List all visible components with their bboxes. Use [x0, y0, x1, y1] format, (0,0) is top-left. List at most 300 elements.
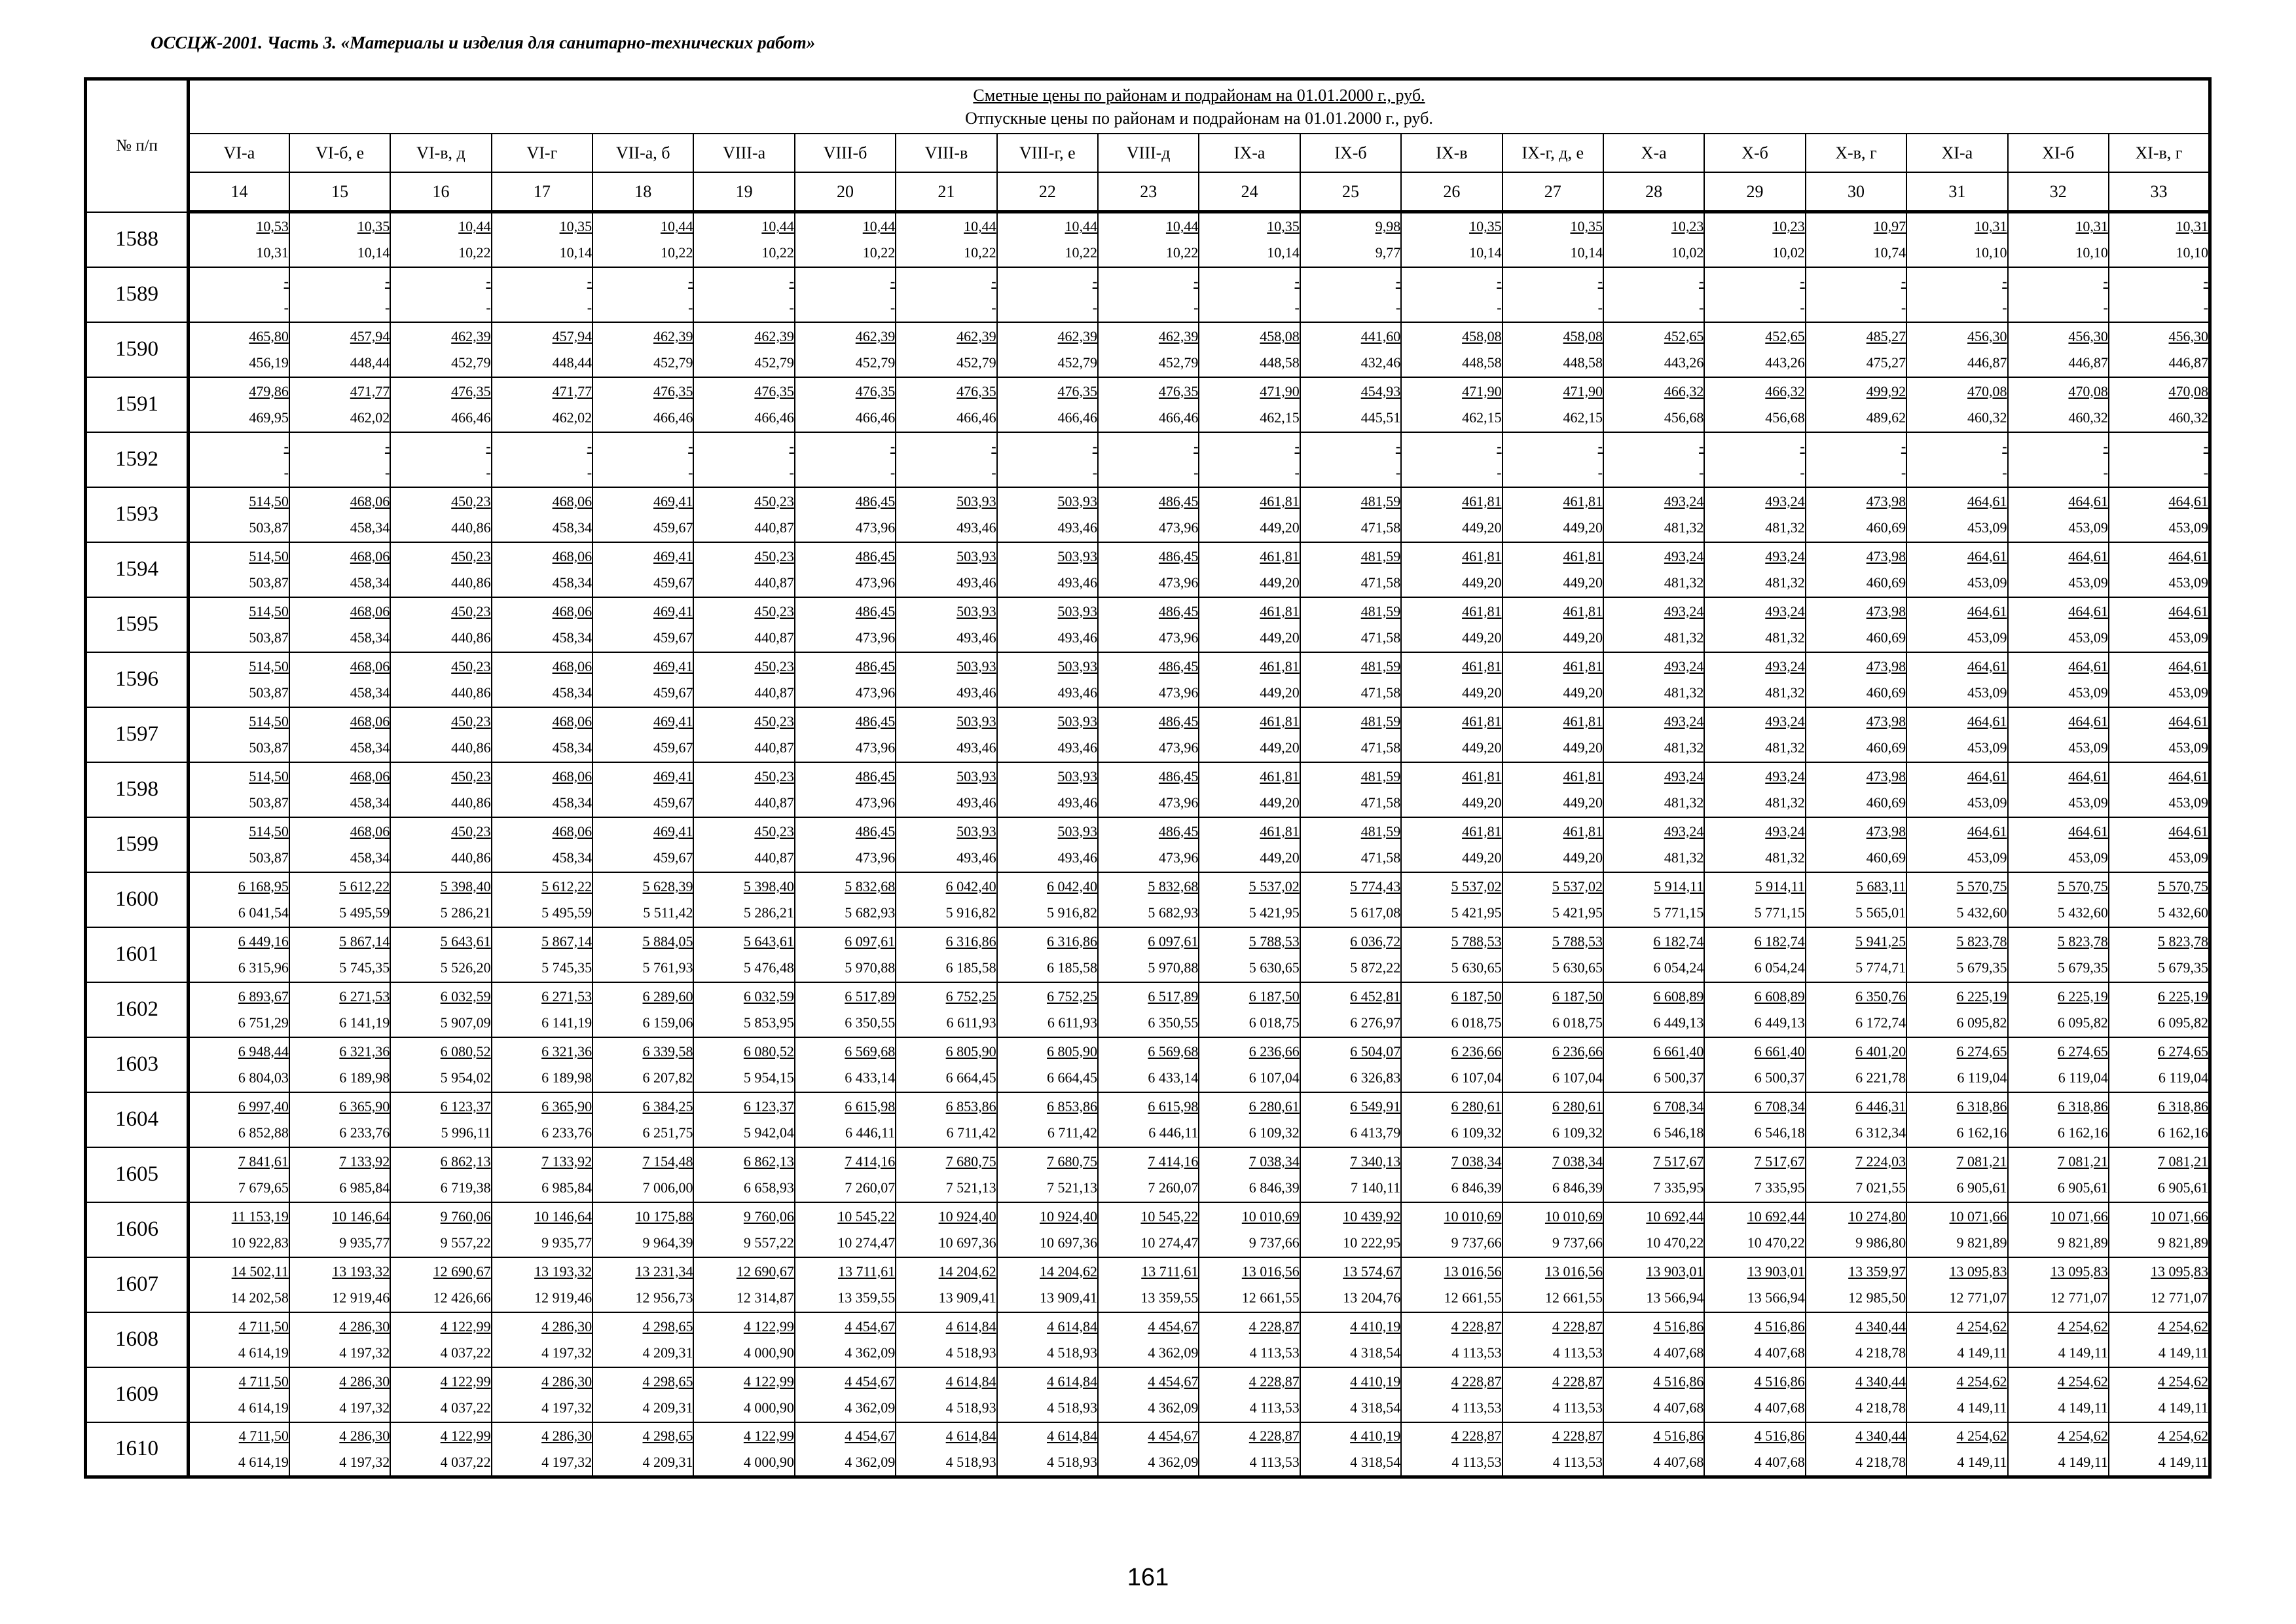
estimated-price: 462,39: [855, 327, 896, 344]
district-header: VI-в, д: [390, 134, 491, 172]
release-price: 469,95: [249, 409, 289, 426]
release-price: 481,32: [1664, 794, 1704, 811]
release-price: 489,62: [1866, 409, 1906, 426]
release-price: 4 518,93: [1047, 1344, 1098, 1361]
estimated-price: 469,41: [653, 822, 693, 840]
estimated-prices-title: Сметные цены по районам и подрайонам на 01.01.2000 г., руб.: [973, 86, 1425, 105]
price-cell: [390, 927, 491, 982]
price-table: [84, 77, 2212, 1479]
estimated-price: 10 146,64: [332, 1208, 390, 1225]
estimated-price: 486,45: [855, 822, 896, 840]
release-price: 9 821,89: [2057, 1234, 2108, 1251]
estimated-price: 476,35: [653, 382, 693, 399]
estimated-price: 468,06: [350, 492, 390, 509]
release-price: 4 149,11: [2058, 1399, 2108, 1416]
price-cell: [2109, 652, 2210, 707]
estimated-price: 6 893,67: [238, 987, 289, 1005]
estimated-price: 7 081,21: [2158, 1153, 2208, 1170]
release-price: 459,67: [653, 739, 693, 756]
estimated-price: 6 318,86: [1956, 1098, 2007, 1115]
estimated-price: -: [1901, 272, 1906, 289]
estimated-price: 4 286,30: [339, 1318, 390, 1335]
table-row: [86, 762, 2210, 817]
price-cell: [2109, 1422, 2210, 1477]
release-price: 14 202,58: [230, 1289, 289, 1306]
price-cell: [289, 982, 390, 1037]
release-price: 452,79: [855, 354, 896, 371]
release-price: 13 909,41: [1040, 1289, 1098, 1306]
release-price: 9 986,80: [1855, 1234, 1906, 1251]
estimated-price: 499,92: [1866, 382, 1906, 399]
estimated-price: 5 612,22: [541, 877, 592, 895]
release-price: 7 260,07: [1148, 1179, 1199, 1196]
release-price: 6 326,83: [1350, 1069, 1401, 1086]
price-cell: [1906, 432, 2007, 487]
estimated-price: 7 038,34: [1552, 1153, 1603, 1170]
price-cell: [289, 1367, 390, 1422]
release-price: 493,46: [957, 849, 996, 866]
price-cell: [693, 1422, 794, 1477]
price-cell: [1098, 377, 1199, 432]
price-cell: [1199, 377, 1300, 432]
price-cell: [1199, 1257, 1300, 1312]
release-price: 6 141,19: [541, 1014, 592, 1031]
estimated-price: 4 122,99: [440, 1427, 491, 1444]
release-price: 4 197,32: [339, 1453, 390, 1470]
price-cell: [1503, 1422, 1603, 1477]
price-cell: [592, 1092, 693, 1147]
estimated-price: 13 574,67: [1343, 1263, 1401, 1280]
price-cell: [189, 817, 289, 872]
release-price: 440,86: [451, 519, 491, 536]
price-cell: [1098, 432, 1199, 487]
price-cell: [1503, 212, 1603, 267]
price-cell: [1199, 1147, 1300, 1202]
price-cell: [492, 1312, 592, 1367]
price-cell: [1704, 1092, 1805, 1147]
price-cell: [1906, 652, 2007, 707]
row-number: 1597: [86, 707, 189, 762]
estimated-price: 4 254,62: [1956, 1427, 2007, 1444]
release-price: 448,58: [1260, 354, 1300, 371]
column-number: 17: [492, 172, 592, 212]
estimated-price: 4 228,87: [1248, 1318, 1300, 1335]
price-cell: [1906, 817, 2007, 872]
release-price: 4 614,19: [238, 1344, 289, 1361]
estimated-price: 10,44: [761, 218, 794, 235]
estimated-price: 481,59: [1360, 492, 1401, 509]
row-number-header: № п/п: [86, 79, 189, 212]
estimated-price: 464,61: [1967, 712, 2007, 729]
price-cell: [1806, 707, 1906, 762]
price-cell: [1906, 707, 2007, 762]
estimated-price: 464,61: [1967, 492, 2007, 509]
estimated-price: 10,23: [1671, 218, 1704, 235]
release-price: 6 664,45: [945, 1069, 996, 1086]
price-cell: [1906, 1202, 2007, 1257]
estimated-price: 4 454,67: [1148, 1373, 1199, 1390]
estimated-price: -: [283, 272, 289, 289]
estimated-price: 9,98: [1375, 218, 1401, 235]
estimated-price: 10,44: [862, 218, 896, 235]
price-cell: [1603, 1037, 1704, 1092]
district-header-row: [86, 134, 2210, 172]
estimated-price: 4 711,50: [238, 1373, 289, 1390]
price-cell: [997, 1312, 1098, 1367]
price-cell: [189, 322, 289, 377]
price-cell: [1300, 1257, 1401, 1312]
release-price: 5 682,93: [845, 904, 896, 921]
release-price: 462,15: [1462, 409, 1502, 426]
price-cell: [289, 322, 390, 377]
price-cell: [390, 707, 491, 762]
estimated-price: 5 612,22: [339, 877, 390, 895]
estimated-price: 6 225,19: [2158, 987, 2208, 1005]
release-price: 5 771,15: [1653, 904, 1704, 921]
price-cell: [390, 377, 491, 432]
price-cell: [592, 707, 693, 762]
estimated-price: 4 614,84: [1047, 1373, 1098, 1390]
price-cell: [693, 267, 794, 322]
price-cell: [1906, 322, 2007, 377]
release-price: 6 159,06: [642, 1014, 693, 1031]
column-number: 24: [1199, 172, 1300, 212]
release-price: 471,58: [1360, 739, 1401, 756]
estimated-price: 6 708,34: [1653, 1098, 1704, 1115]
estimated-price: 6 384,25: [642, 1098, 693, 1115]
estimated-price: -: [1699, 437, 1704, 454]
estimated-price: 4 122,99: [743, 1318, 794, 1335]
release-price: 12 985,50: [1848, 1289, 1906, 1306]
release-price: 459,67: [653, 629, 693, 646]
estimated-price: 6 225,19: [2057, 987, 2108, 1005]
release-price: 473,96: [855, 629, 896, 646]
row-number: 1604: [86, 1092, 189, 1147]
release-price: 6 846,39: [1248, 1179, 1300, 1196]
release-price: 6 751,29: [238, 1014, 289, 1031]
estimated-price: 450,23: [754, 712, 794, 729]
price-cell: [1300, 762, 1401, 817]
estimated-price: 476,35: [957, 382, 996, 399]
estimated-price: 4 254,62: [1956, 1318, 2007, 1335]
release-price: 4 113,53: [1249, 1453, 1300, 1470]
estimated-price: 450,23: [451, 822, 491, 840]
estimated-price: 6 318,86: [2158, 1098, 2208, 1115]
price-cell: [795, 1312, 896, 1367]
estimated-price: 468,06: [350, 657, 390, 674]
price-cell: [1806, 322, 1906, 377]
estimated-price: 450,23: [451, 712, 491, 729]
release-price: 4 614,19: [238, 1399, 289, 1416]
estimated-price: 486,45: [855, 767, 896, 784]
row-number: 1595: [86, 597, 189, 652]
table-row: [86, 707, 2210, 762]
release-price: 6 119,04: [2058, 1069, 2108, 1086]
estimated-price: 4 454,67: [1148, 1427, 1199, 1444]
estimated-price: 10,44: [458, 218, 491, 235]
price-cell: [795, 212, 896, 267]
estimated-price: 10 692,44: [1646, 1208, 1704, 1225]
release-price: 6 433,14: [1148, 1069, 1199, 1086]
price-cell: [289, 1037, 390, 1092]
release-price: 10,10: [2075, 244, 2108, 261]
release-price: 5 916,82: [1047, 904, 1098, 921]
estimated-price: 493,24: [1664, 547, 1704, 564]
release-price: 473,96: [1158, 629, 1199, 646]
release-price: 460,69: [1866, 794, 1906, 811]
price-cell: [1199, 1367, 1300, 1422]
release-price: 6 413,79: [1350, 1124, 1401, 1141]
release-price: 10 697,36: [938, 1234, 996, 1251]
price-cell: [2008, 707, 2109, 762]
column-number: 20: [795, 172, 896, 212]
release-price: 458,34: [552, 849, 592, 866]
release-price: 10,22: [1065, 244, 1098, 261]
estimated-price: 461,81: [1462, 657, 1502, 674]
price-cell: [997, 542, 1098, 597]
price-cell: [2109, 267, 2210, 322]
price-cell: [492, 432, 592, 487]
estimated-price: 6 097,61: [845, 932, 896, 950]
estimated-price: 4 516,86: [1653, 1318, 1704, 1335]
release-price: 481,32: [1765, 574, 1805, 591]
estimated-price: 461,81: [1563, 657, 1603, 674]
price-cell: [1704, 817, 1805, 872]
estimated-price: -: [587, 272, 592, 289]
estimated-price: 464,61: [1967, 767, 2007, 784]
estimated-price: 6 236,66: [1552, 1043, 1603, 1060]
district-header: VIII-в: [896, 134, 996, 172]
release-price: 481,32: [1664, 629, 1704, 646]
column-number: 14: [189, 172, 289, 212]
row-number: 1608: [86, 1312, 189, 1367]
release-price: 5 617,08: [1350, 904, 1401, 921]
estimated-price: 461,81: [1260, 602, 1300, 619]
release-price: 466,46: [1057, 409, 1098, 426]
estimated-price: 468,06: [552, 602, 592, 619]
estimated-price: 6 123,37: [743, 1098, 794, 1115]
estimated-price: 486,45: [855, 492, 896, 509]
price-cell: [1098, 762, 1199, 817]
release-price: 6 095,82: [2057, 1014, 2108, 1031]
release-price: -: [283, 299, 289, 316]
price-cell: [1199, 872, 1300, 927]
price-cell: [1704, 1257, 1805, 1312]
estimated-price: 5 867,14: [339, 932, 390, 950]
release-price: 4 407,68: [1754, 1453, 1805, 1470]
price-cell: [2008, 1202, 2109, 1257]
release-price: 5 421,95: [1552, 904, 1603, 921]
release-price: 456,68: [1664, 409, 1704, 426]
release-price: 481,32: [1664, 739, 1704, 756]
price-cell: [1300, 1367, 1401, 1422]
price-cell: [1503, 1147, 1603, 1202]
price-cell: [289, 927, 390, 982]
estimated-price: 454,93: [1360, 382, 1401, 399]
release-price: -: [789, 464, 794, 481]
release-price: 493,46: [957, 739, 996, 756]
estimated-price: 4 254,62: [2057, 1427, 2108, 1444]
price-cell: [189, 982, 289, 1037]
price-cell: [1603, 1092, 1704, 1147]
release-price: 9 737,66: [1451, 1234, 1502, 1251]
price-cell: [1503, 652, 1603, 707]
estimated-price: 5 537,02: [1451, 877, 1502, 895]
estimated-price: 14 502,11: [231, 1263, 289, 1280]
price-cell: [592, 377, 693, 432]
release-price: 440,87: [754, 794, 794, 811]
estimated-price: 10,53: [256, 218, 289, 235]
estimated-price: 5 941,25: [1855, 932, 1906, 950]
estimated-price: 461,81: [1260, 492, 1300, 509]
release-price: 9 821,89: [1956, 1234, 2007, 1251]
price-cell: [189, 872, 289, 927]
estimated-price: 462,39: [754, 327, 794, 344]
release-price: 459,67: [653, 519, 693, 536]
release-price: 7 521,13: [1047, 1179, 1098, 1196]
release-price: 481,32: [1664, 684, 1704, 701]
estimated-price: 4 228,87: [1552, 1373, 1603, 1390]
release-price: 449,20: [1462, 739, 1502, 756]
row-number: 1600: [86, 872, 189, 927]
estimated-price: 514,50: [249, 547, 289, 564]
price-cell: [1199, 762, 1300, 817]
table-row: [86, 377, 2210, 432]
estimated-price: 7 081,21: [2057, 1153, 2108, 1170]
release-price: 7 521,13: [945, 1179, 996, 1196]
price-cell: [189, 542, 289, 597]
price-cell: [1199, 1422, 1300, 1477]
release-price: 4 614,19: [238, 1453, 289, 1470]
release-price: -: [688, 464, 693, 481]
estimated-price: 464,61: [1967, 657, 2007, 674]
release-price: 10,22: [458, 244, 491, 261]
release-price: 440,86: [451, 794, 491, 811]
estimated-price: 13 193,32: [534, 1263, 592, 1280]
release-price: 449,20: [1563, 629, 1603, 646]
price-cell: [1906, 762, 2007, 817]
estimated-price: 6 280,61: [1552, 1098, 1603, 1115]
table-row: [86, 1422, 2210, 1477]
estimated-price: 4 228,87: [1552, 1427, 1603, 1444]
price-cell: [896, 1257, 996, 1312]
price-cell: [592, 1257, 693, 1312]
estimated-price: 468,06: [350, 822, 390, 840]
price-cell: [1704, 1202, 1805, 1257]
release-price: 4 218,78: [1855, 1453, 1906, 1470]
price-cell: [492, 1422, 592, 1477]
price-cell: [1704, 1037, 1805, 1092]
table-row: [86, 212, 2210, 267]
price-cell: [592, 817, 693, 872]
price-cell: [1806, 212, 1906, 267]
estimated-price: 13 016,56: [1241, 1263, 1300, 1280]
estimated-price: 464,61: [1967, 547, 2007, 564]
estimated-price: 486,45: [1158, 822, 1199, 840]
price-cell: [1806, 1092, 1906, 1147]
release-price: 4 149,11: [2158, 1453, 2208, 1470]
estimated-price: 6 549,91: [1350, 1098, 1401, 1115]
release-price: 6 846,39: [1552, 1179, 1603, 1196]
release-price: 453,09: [1967, 849, 2007, 866]
price-cell: [693, 1367, 794, 1422]
price-cell: [2109, 1367, 2210, 1422]
release-price: 4 197,32: [339, 1399, 390, 1416]
price-cell: [1199, 927, 1300, 982]
price-cell: [189, 652, 289, 707]
release-price: -: [890, 299, 896, 316]
estimated-price: -: [1194, 272, 1199, 289]
release-price: -: [1699, 464, 1704, 481]
release-price: 6 449,13: [1653, 1014, 1704, 1031]
estimated-price: 4 711,50: [238, 1318, 289, 1335]
price-cell: [390, 1312, 491, 1367]
price-cell: [592, 1202, 693, 1257]
estimated-price: -: [2203, 437, 2208, 454]
estimated-price: 10,35: [1267, 218, 1300, 235]
price-cell: [2008, 1092, 2109, 1147]
estimated-price: 7 414,16: [1148, 1153, 1199, 1170]
estimated-price: 464,61: [1967, 822, 2007, 840]
estimated-price: 4 254,62: [1956, 1373, 2007, 1390]
estimated-price: 6 321,36: [541, 1043, 592, 1060]
price-cell: [492, 377, 592, 432]
price-cell: [1603, 817, 1704, 872]
release-price: 7 260,07: [845, 1179, 896, 1196]
price-cell: [1806, 377, 1906, 432]
price-cell: [1098, 707, 1199, 762]
price-cell: [390, 1037, 491, 1092]
estimated-price: 450,23: [754, 657, 794, 674]
release-price: 449,20: [1260, 574, 1300, 591]
estimated-price: 10,35: [559, 218, 592, 235]
column-number: 29: [1704, 172, 1805, 212]
estimated-price: 476,35: [1158, 382, 1199, 399]
estimated-price: 514,50: [249, 602, 289, 619]
release-price: 449,20: [1260, 794, 1300, 811]
release-price: 481,32: [1765, 849, 1805, 866]
estimated-price: -: [2103, 272, 2108, 289]
estimated-price: 10,44: [1165, 218, 1199, 235]
price-cell: [2008, 542, 2109, 597]
price-cell: [896, 1202, 996, 1257]
estimated-price: 486,45: [855, 602, 896, 619]
release-price: 5 745,35: [339, 959, 390, 976]
price-cell: [1906, 1422, 2007, 1477]
price-cell: [1199, 1037, 1300, 1092]
release-price: 10,02: [1772, 244, 1805, 261]
price-cell: [1401, 1037, 1502, 1092]
estimated-price: 461,81: [1462, 602, 1502, 619]
district-header: VI-г: [492, 134, 592, 172]
estimated-price: 4 286,30: [339, 1373, 390, 1390]
estimated-price: 5 823,78: [1956, 932, 2007, 950]
release-price: 458,34: [350, 739, 390, 756]
estimated-price: 7 414,16: [845, 1153, 896, 1170]
estimated-price: -: [587, 437, 592, 454]
price-cell: [1300, 597, 1401, 652]
release-price: 4 113,53: [1552, 1453, 1603, 1470]
estimated-price: 4 410,19: [1350, 1373, 1401, 1390]
estimated-price: -: [789, 437, 794, 454]
row-number: 1607: [86, 1257, 189, 1312]
price-cell: [896, 267, 996, 322]
estimated-price: 4 254,62: [2158, 1373, 2208, 1390]
estimated-price: 6 862,13: [743, 1153, 794, 1170]
release-price: 9 935,77: [339, 1234, 390, 1251]
price-cell: [997, 432, 1098, 487]
price-cell: [693, 927, 794, 982]
